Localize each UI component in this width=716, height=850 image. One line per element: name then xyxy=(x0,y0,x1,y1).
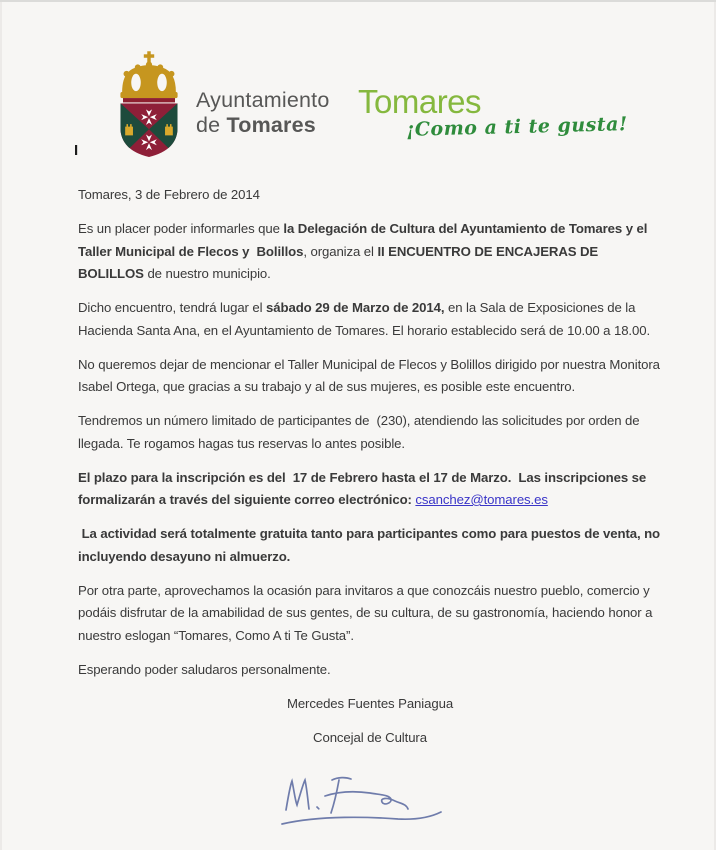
signer-title: Concejal de Cultura xyxy=(313,729,427,745)
brand-slogan: ¡Como a ti te gusta! xyxy=(405,113,629,141)
text-run: en la Sala de Exposiciones de la Hacienda Santa Ana, en el Ayuntamiento de Tomares. El horario establecido será de 10.00 a 18.00. xyxy=(78,300,651,338)
text-run: Tendremos un número limitado de participantes de (230), atendiendo las solicitudes por orden de llegada. Te rogamos hagas tus reservas lo antes posible. xyxy=(78,413,644,451)
paragraph-taller xyxy=(78,354,662,399)
paragraph-participants xyxy=(78,410,662,455)
shield-icon xyxy=(120,103,177,157)
handwritten-signature xyxy=(276,766,456,838)
org-name-line2 xyxy=(196,113,329,138)
crown-icon xyxy=(120,51,177,102)
org-name-de: de xyxy=(196,113,227,137)
text-run: Por otra parte, aprovechamos la ocasión para invitaros a que conozcáis nuestro pueblo, comercio y podáis disfrutar de la amabilidad de sus gentes, de su cultura, de su gastronomía, haciendo honor a nuestro eslogan “Tomares, Como A ti Te Gusta”. xyxy=(78,582,656,643)
text-run: , organiza el xyxy=(303,243,378,259)
text-run-bold: II ENCUENTRO DE ENCAJERAS DE BOLILLOS xyxy=(78,243,602,281)
stray-text-mark: I xyxy=(74,142,79,159)
text-run-bold: la Delegación de Cultura del Ayuntamiento de Tomares y el Taller Municipal de Flecos y Bolillos xyxy=(78,221,651,259)
paragraph-gratuita xyxy=(78,523,662,568)
paragraph-inscription xyxy=(78,467,662,512)
org-name-tomares: Tomares xyxy=(226,113,316,137)
paragraph-event-date xyxy=(78,297,662,342)
letterhead xyxy=(0,2,716,170)
letter-body xyxy=(78,184,662,749)
text-run-bold: sábado 29 de Marzo de 2014, xyxy=(266,300,445,315)
text-run: Dicho encuentro, tendrá lugar el xyxy=(78,300,267,315)
org-name xyxy=(196,88,329,138)
text-run: No queremos dejar de mencionar el Taller Municipal de Flecos y Bolillos dirigido por nuestra Monitora Isabel Ortega, que gracias a su trabajo y al de sus mujeres, es posible este encuentro. xyxy=(78,356,664,394)
text-run: de nuestro municipio. xyxy=(143,266,271,281)
text-run-bold: La actividad será totalmente gratuita tanto para participantes como para puestos de venta, no incluyendo desayuno ni almuerzo. xyxy=(78,526,664,564)
tomares-coat-of-arms-icon xyxy=(110,46,188,164)
signature-icon xyxy=(276,766,456,838)
paragraph-invitation xyxy=(78,580,662,648)
text-run: Es un placer poder informarles que xyxy=(78,221,284,236)
org-name-line1: Ayuntamiento xyxy=(196,88,330,112)
text-run: Esperando poder saludaros personalmente. xyxy=(78,661,331,677)
tomares-brand-logo xyxy=(358,83,629,141)
email-link[interactable]: csanchez@tomares.es xyxy=(415,492,548,507)
paragraph-farewell xyxy=(78,659,662,682)
date-line: Tomares, 3 de Febrero de 2014 xyxy=(78,187,260,202)
brand-wordmark: Tomares xyxy=(358,83,482,120)
paragraph-intro xyxy=(78,218,662,286)
signer-name: Mercedes Fuentes Paniagua xyxy=(286,695,454,711)
text-run-bold: El plazo para la inscripción es del 17 de Febrero hasta el 17 de Marzo. Las inscripciones se formalizarán a través del siguiente correo electrónico: xyxy=(78,469,650,507)
